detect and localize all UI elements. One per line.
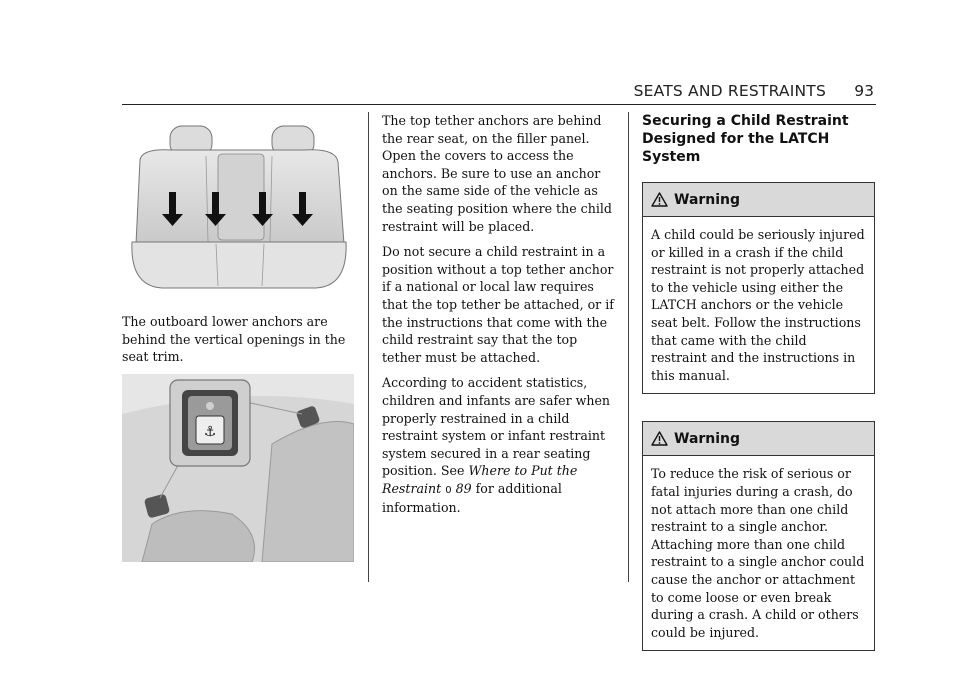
top-tether-paragraph: The top tether anchors are behind the rear seat, on the filler panel. Open the covers to access the anchors. Be sure to use an anchor on the same side of the vehicle as the seating position where the child restraint will be placed. — [382, 113, 612, 234]
warning-triangle-icon — [651, 431, 668, 446]
svg-text:⚓: ⚓ — [203, 424, 217, 440]
page-ref-icon: 0 — [445, 484, 452, 496]
statistics-text-end: for additional information. — [382, 480, 562, 516]
page-number: 93 — [854, 82, 874, 100]
cross-reference-link[interactable]: Where to Put the Restraint — [382, 463, 578, 496]
lower-anchors-paragraph: The outboard lower anchors are behind the vertical openings in the seat trim. — [122, 314, 346, 365]
statistics-text: According to accident statistics, children and infants are safer when properly restrained in a child restraint system or infant restraint system secured in a rear seating position. See — [382, 375, 611, 479]
warning-triangle-icon — [651, 192, 668, 207]
cross-reference-page[interactable]: 89 — [455, 480, 472, 496]
rear-seat-anchors-illustration — [122, 112, 354, 296]
warning-text-2: To reduce the risk of serious or fatal injuries during a crash, do not attach more than one child restraint to a single anchor. Attaching more than one child restraint to a single anchor could cause the anchor or attachment to come loose or even break during a crash. A child or others could be injured. — [651, 466, 865, 640]
column-divider-right — [628, 112, 629, 582]
column-2 — [382, 112, 614, 525]
section-heading: Securing a Child Restraint Designed for the LATCH System — [642, 113, 849, 165]
warning-label-1: Warning — [674, 191, 741, 208]
column-3 — [642, 112, 876, 651]
warning-label-2: Warning — [674, 430, 741, 447]
law-requirement-paragraph: Do not secure a child restraint in a position without a top tether anchor if a national or local law requires that the top tether be attached, or if the instructions that come with the child restraint say that the top tether must be attached. — [382, 244, 614, 365]
warning-text-1: A child could be seriously injured or killed in a crash if the child restraint is not properly attached to the vehicle using either the LATCH anchors or the vehicle seat belt. Follow the instructions that came with the child restraint and the instructions in this manual. — [651, 227, 865, 383]
warning-header-2 — [643, 422, 874, 456]
page-header — [122, 82, 876, 105]
tether-anchor-illustration — [122, 374, 354, 562]
warning-header-1 — [643, 183, 874, 217]
warning-box-2 — [642, 421, 875, 651]
section-title: SEATS AND RESTRAINTS — [633, 82, 826, 100]
statistics-paragraph — [382, 374, 614, 517]
warning-box-1 — [642, 182, 875, 394]
column-divider-left — [368, 112, 369, 582]
column-1 — [122, 313, 354, 374]
